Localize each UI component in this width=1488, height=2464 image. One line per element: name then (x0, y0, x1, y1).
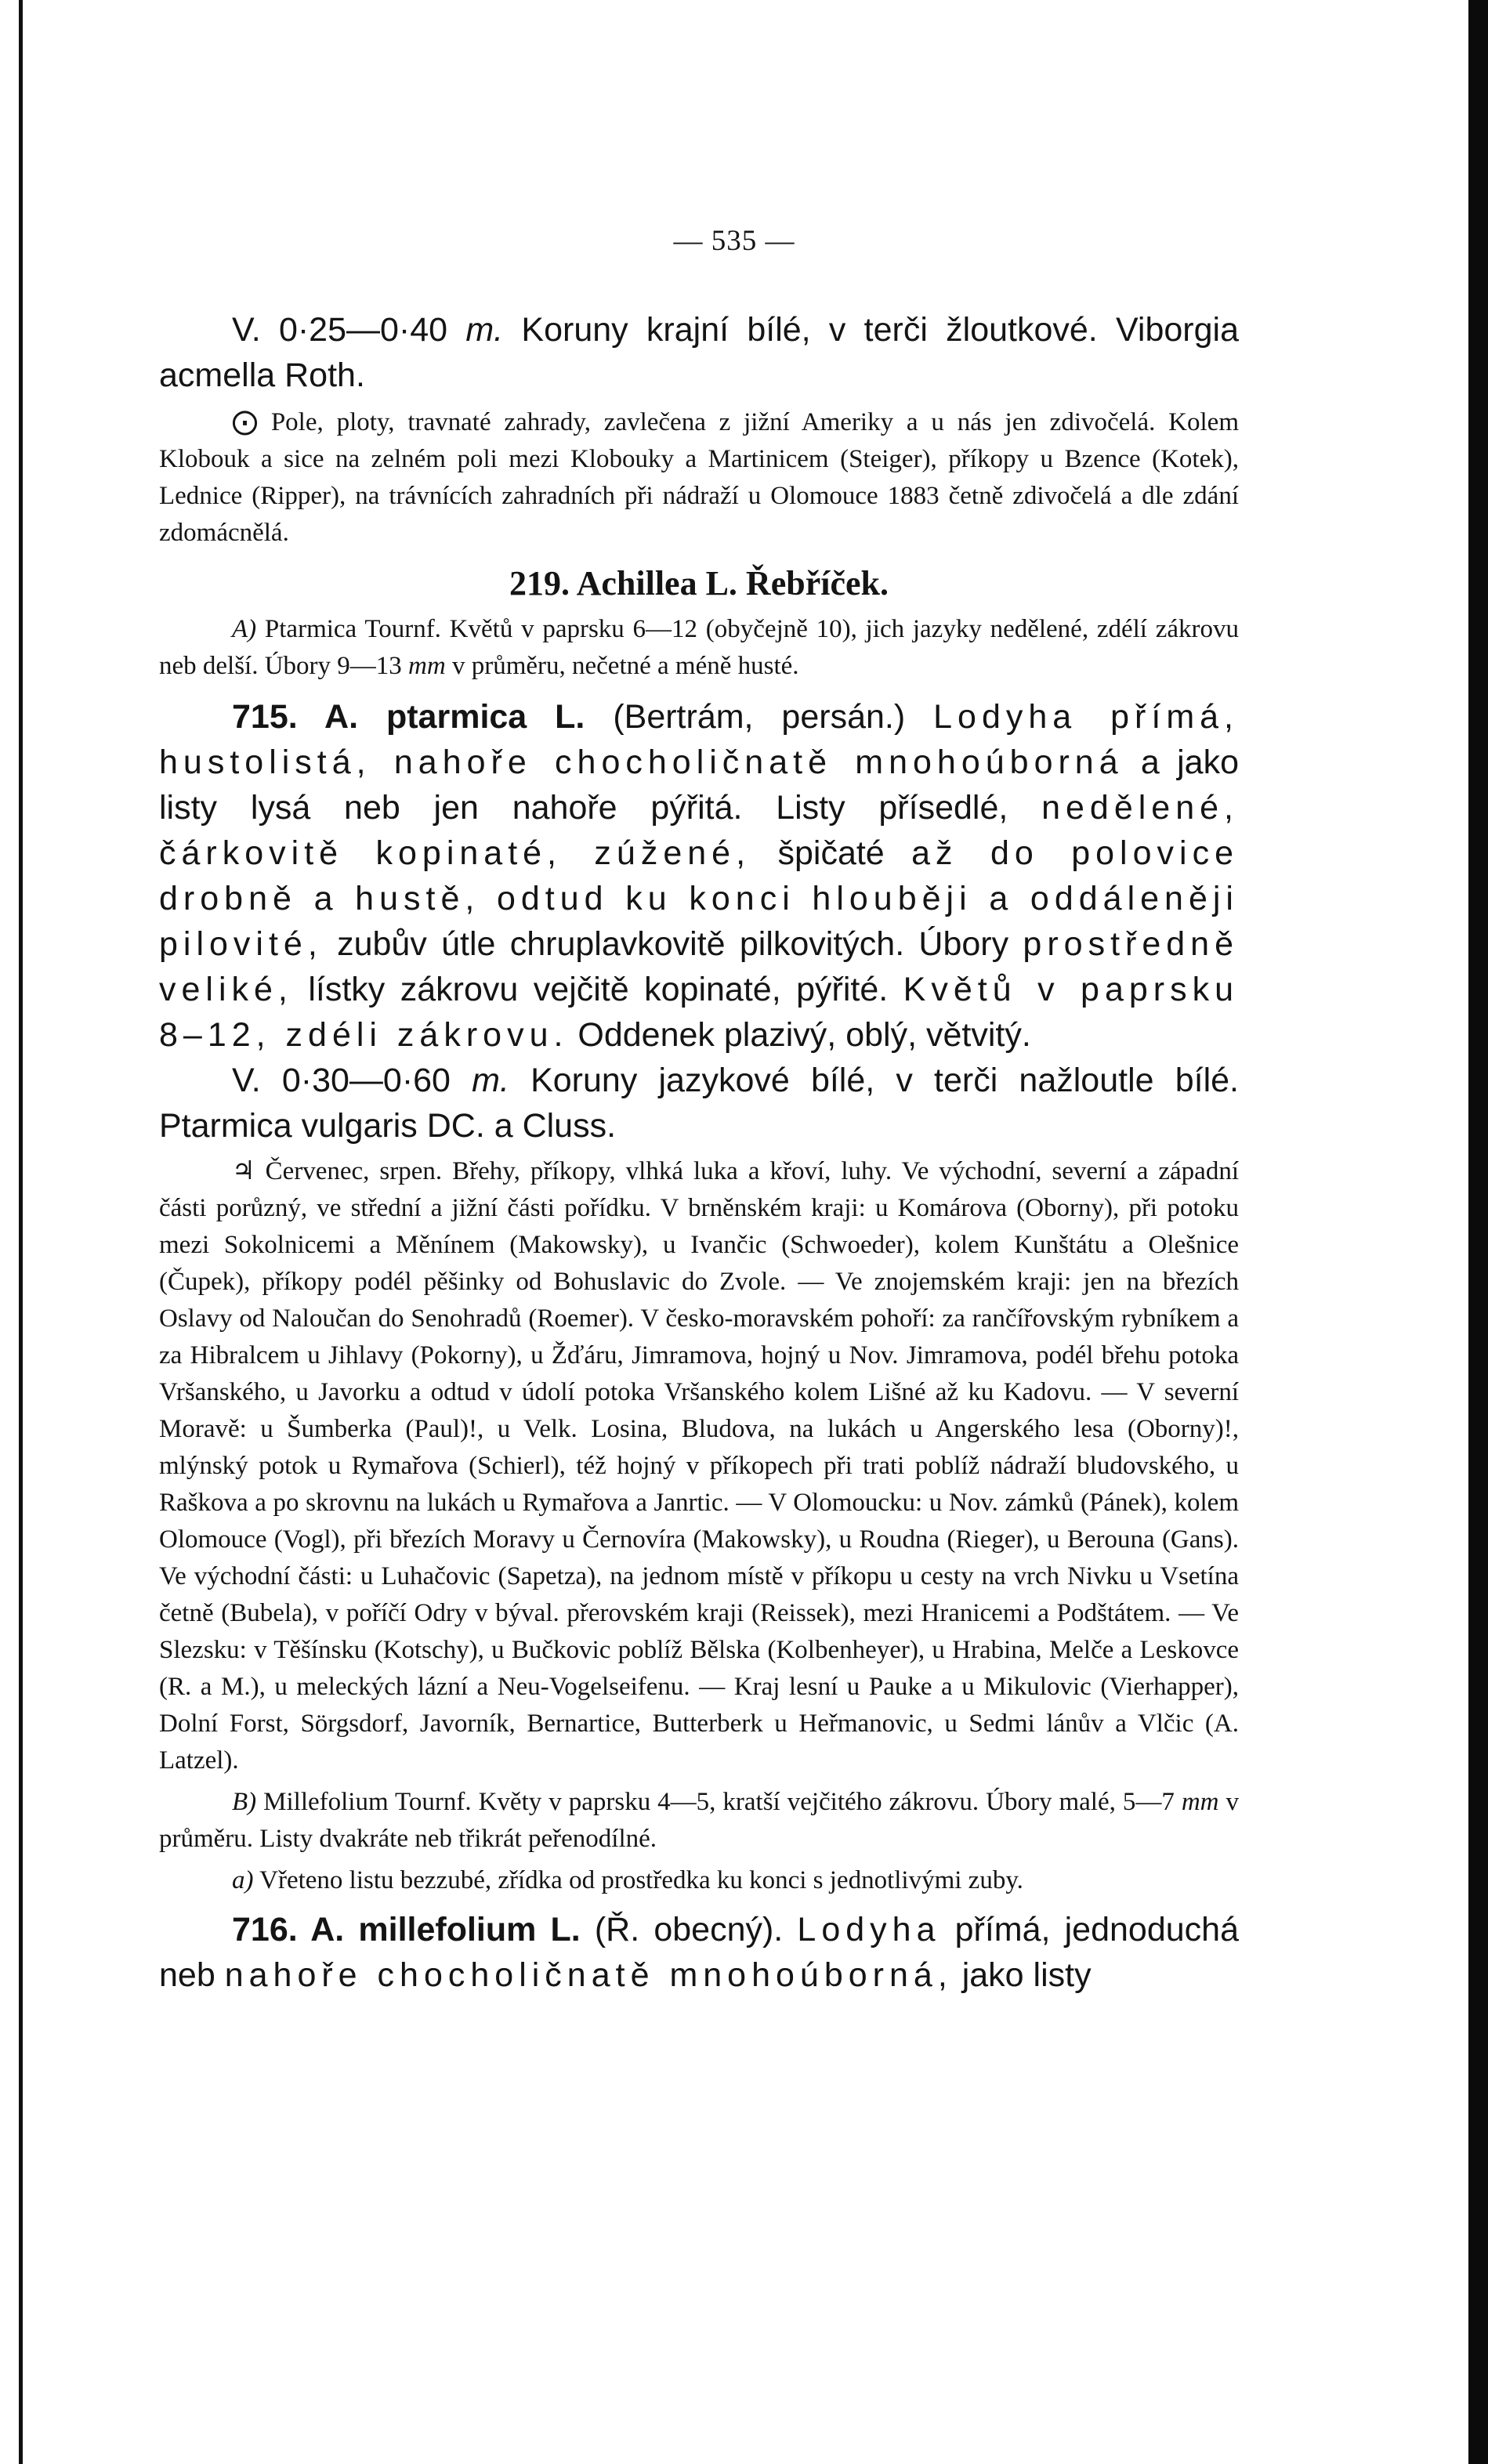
paragraph-text: Červenec, srpen. Břehy, příkopy, vlhká luka a křoví, luhy. Ve východní, severní a západní části porůzný, ve střední a jižní části pořídku. V brněnském kraji: u Komárova (Oborny), při potoku mezi Sokolnicemi a Měnínem (Makowsky), u Ivančic (Schwoeder), kolem Kunštátu a Olešnice (Čupek), příkopy podél pěšinky od Bohuslavic do Zvole. — Ve znojemském kraji: jen na březích Oslavy od Naloučan do Senohradů (Roemer). V česko-moravském pohoří: za rančířovským rybníkem a za Hibralcem u Jihlavy (Pokorny), u Žďáru, Jimramova, hojný u Nov. Jimramova, podél břehu potoka Vršanského, u Javorku a odtud v údolí potoka Vršanského kolem Lišné až ku Kadovu. — V severní Moravě: u Šumberka (Paul)!, u Velk. Losina, Bludova, na lukách u Angerského lesa (Oborny)!, mlýnský potok u Rymařova (Schierl), též hojný v příkopech při trati poblíž nádraží bludovského, u Raškova a po skrovnu na lukách u Rymařova a Janrtic. — V Olomoucku: u Nov. zámků (Pánek), kolem Olomouce (Vogl), při březích Moravy u Černovíra (Makowsky), u Roudna (Rieger), u Berouna (Gans). Ve východní části: u Luhačovic (Sapetza), na jednom místě v příkopu u cesty na vrch Nivku u Vsetína četně (Bubela), v poříčí Odry v býval. přerovském kraji (Reissek), mezi Hranicemi a Podštátem. — Ve Slezsku: v Těšínsku (Kotschy), u Bučkovic poblíž Bělska (Kolbenheyer), u Hrabina, Melče a Leskovce (R. a M.), u meleckých lázní a Neu-Vogelseifenu. — Kraj lesní u Pauke a u Mikulovic (Vierhapper), Dolní Forst, Sörgsdorf, Javorník, Bernartice, Butterberk u Heřmanovic, u Sedmi lánův a Vlčic (A. Latzel). (159, 1157, 1239, 1775)
perennial-symbol-icon: ♃ (232, 1155, 255, 1185)
spaced-text: nedělené, čárkovitě kopinaté, zúžené, (159, 789, 1239, 872)
section-letter: a) (232, 1866, 254, 1894)
paragraph-text: Koruny jazykové bílé, v terči nažloutle bílé. Ptarmica vulgaris DC. a Cluss. (159, 1062, 1239, 1145)
spaced-text: Lodyha přímá, hustolistá, nahoře chocholičnatě mnohoúborná (159, 698, 1239, 781)
species-name: 715. A. ptarmica L. (232, 698, 585, 736)
spaced-text: prostředně veliké, (159, 925, 1239, 1008)
page-edge-line (19, 0, 23, 2464)
spaced-text: Lodyha (797, 1911, 941, 1948)
paragraph-habitat (159, 403, 1239, 552)
common-names: (Bertrám, persán.) (585, 698, 934, 736)
annual-symbol-icon: ⨀ (232, 406, 258, 436)
spaced-text: nahoře chocholičnatě mnohoúborná, (224, 1956, 953, 1994)
subsection-a (159, 1862, 1239, 1899)
paragraph-text: v průměru, nečetné a méně husté. (445, 652, 799, 680)
section-a (159, 611, 1239, 685)
genus-heading: 219. Achillea L. Řebříček. (509, 564, 889, 602)
species-715-size (159, 1058, 1239, 1149)
paragraph-description-end (159, 307, 1239, 398)
unit-text: m. (465, 311, 504, 349)
common-names: (Ř. obecný). (580, 1911, 798, 1948)
page-number: — 535 — (673, 225, 795, 257)
unit-text: mm (1181, 1788, 1219, 1816)
paragraph-text: v průměru. Listy dvakráte neb třikrát peřenodílné. (159, 1788, 1240, 1853)
paragraph-text: špičaté (751, 834, 912, 872)
unit-text: m. (472, 1062, 509, 1099)
paragraph-text: Vřeteno listu bezzubé, zřídka od prostředka ku konci s jednotlivými zuby. (253, 1866, 1023, 1894)
paragraph-text: jako listy (952, 1956, 1092, 1994)
paragraph-text: Millefolium Tournf. Květy v paprsku 4—5, kratší vejčitého zákrovu. Úbory malé, 5—7 (256, 1788, 1182, 1816)
paragraph-text: přímá, jednoduchá neb (159, 1911, 1240, 1994)
section-b (159, 1784, 1239, 1858)
species-715-description (159, 694, 1239, 1058)
dimension-text: V. 0·30—0·60 (232, 1062, 451, 1099)
paragraph-text: lístky zákrovu vejčitě kopinaté, pýřité. (292, 971, 903, 1008)
paragraph-text: Koruny krajní bílé, v terči žloutkové. Viborgia acmella Roth. (159, 311, 1239, 394)
paragraph-text: Pole, ploty, travnaté zahrady, zavlečena z jižní Ameriky a u nás jen zdivočelá. Kolem Klobouk a sice na zelném poli mezi Klobouky a Martinicem (Steiger), příkopy u Bzence (Kotek), Lednice (Ripper), na trávnících zahradních při nádraží u Olomouce 1883 četně zdivočelá a dle zdání zdomácnělá. (159, 408, 1239, 547)
paragraph-text: a jako listy lysá neb jen nahoře pýřitá. Listy přísedlé, (159, 744, 1239, 827)
scan-border (1468, 0, 1488, 2464)
section-letter: A) (232, 615, 257, 643)
spaced-text: až do polovice drobně a hustě, odtud ku konci hlouběji a oddáleněji pilovité, (159, 834, 1239, 963)
paragraph-text: zubův útle chruplavkovitě pilkovitých. Úbory (322, 925, 1023, 963)
main-column (159, 307, 1239, 1998)
paragraph-text: Oddenek plazivý, oblý, větvitý. (568, 1016, 1031, 1054)
unit-text: mm (408, 652, 446, 680)
paragraph-text: Ptarmica Tournf. Květů v paprsku 6—12 (obyčejně 10), jich jazyky nedělené, zdélí zákrovu neb delší. Úbory 9—13 (159, 615, 1239, 680)
dimension-text: V. 0·25—0·40 (232, 311, 448, 349)
species-715-localities (159, 1152, 1239, 1779)
species-name: 716. A. millefolium L. (232, 1911, 581, 1948)
section-letter: B) (232, 1788, 257, 1816)
species-716-description (159, 1907, 1239, 1998)
spaced-text: Květů v paprsku 8–12, zdéli zákrovu. (159, 971, 1240, 1054)
